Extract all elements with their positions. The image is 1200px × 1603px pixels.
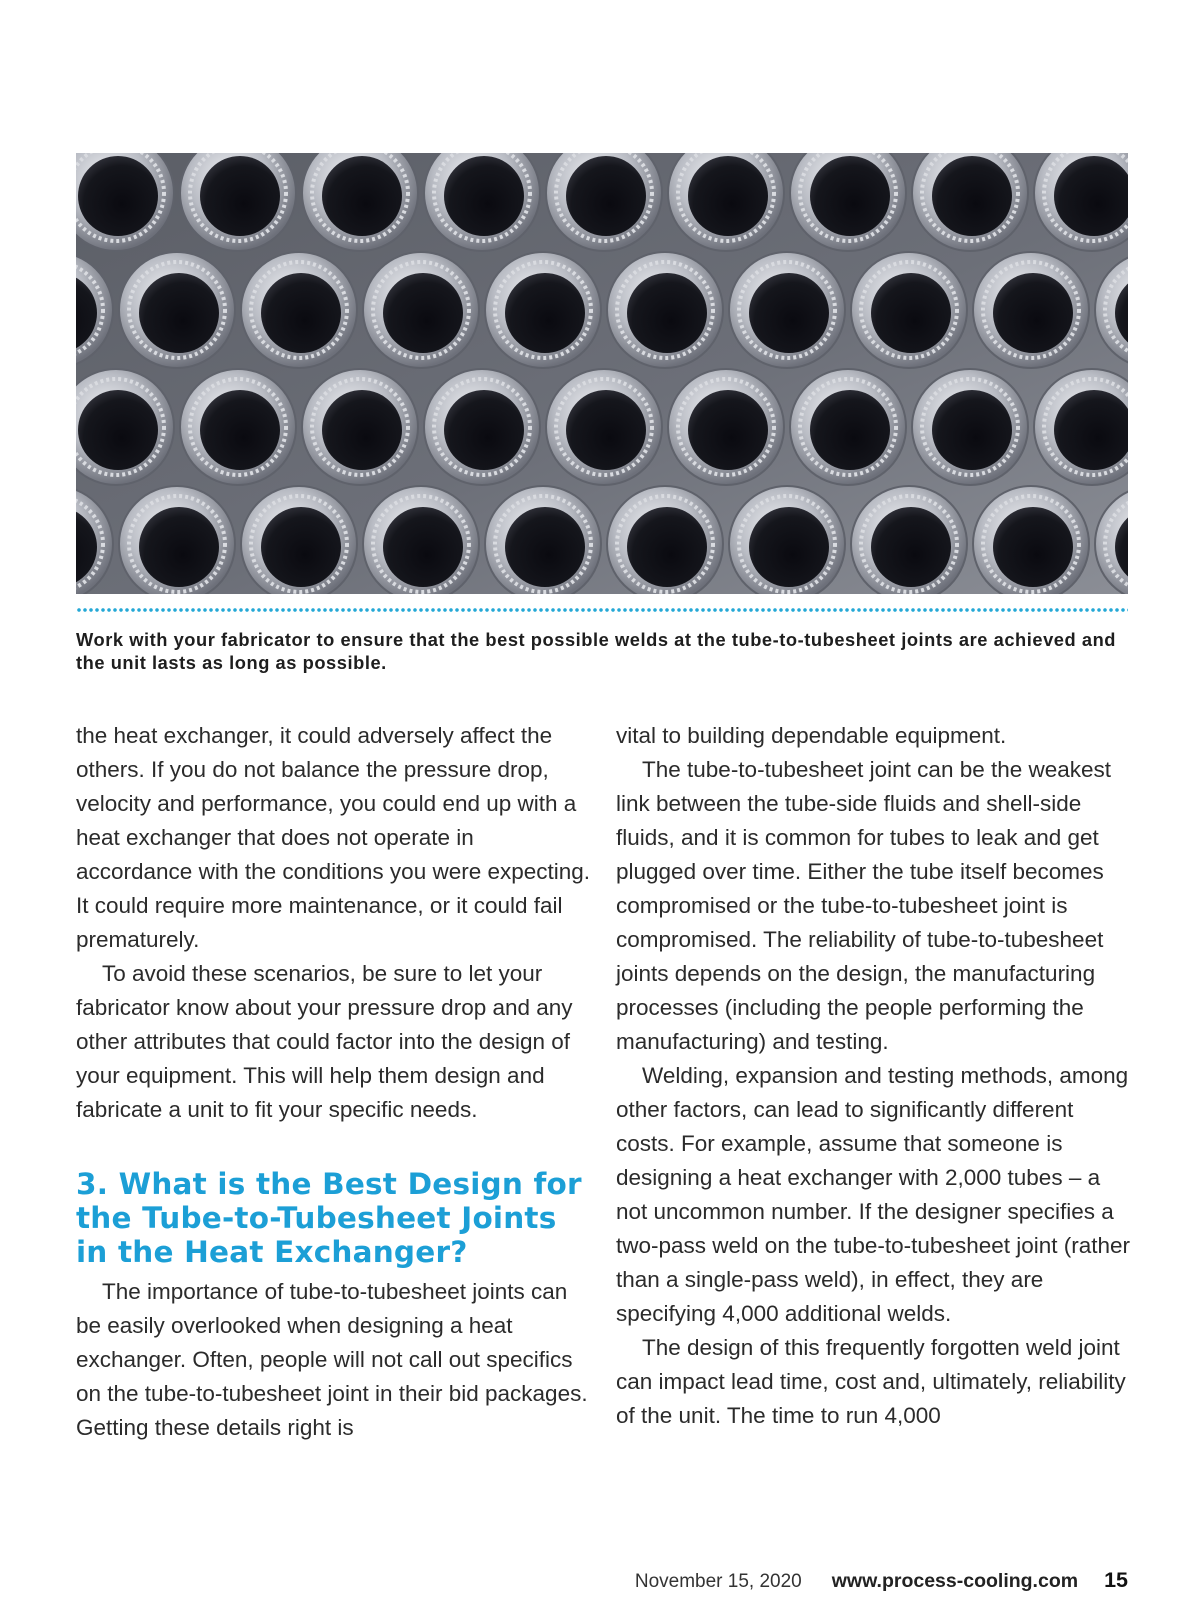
section-heading: 3. What is the Best Design for the Tube-to-Tubesheet Joints in the Heat Exchanger?: [76, 1167, 582, 1269]
tubesheet-photo: [76, 153, 1128, 594]
page-number: 15: [1104, 1568, 1128, 1592]
tube-opening: [200, 390, 280, 470]
body-paragraph: To avoid these scenarios, be sure to let your fabricator know about your pressure drop and any other attributes that could factor into the design of your equipment. This will help them design and fabricate a unit to fit your specific needs.: [76, 961, 573, 1122]
tube-opening: [383, 273, 463, 353]
tube-opening: [749, 273, 829, 353]
body-paragraph: the heat exchanger, it could adversely affect the others. If you do not balance the pressure drop, velocity and performance, you could end up with a heat exchanger that does not operate in accordance with the conditions you were expecting. It could require more maintenance, or it could fail prematurely.: [76, 723, 591, 952]
tube-opening: [871, 273, 951, 353]
tube-opening: [688, 156, 768, 236]
tube-opening: [444, 390, 524, 470]
tube-opening: [810, 390, 890, 470]
tube-opening: [993, 273, 1073, 353]
tube-opening: [139, 507, 219, 587]
tube-opening: [749, 507, 829, 587]
tube-opening: [627, 507, 707, 587]
tube-opening: [200, 156, 280, 236]
tube-opening: [566, 390, 646, 470]
tube-opening: [322, 156, 402, 236]
page-footer: [635, 1568, 1128, 1598]
tube-opening: [139, 273, 219, 353]
tube-opening: [810, 156, 890, 236]
tube-opening: [932, 156, 1012, 236]
body-paragraph: The design of this frequently forgotten weld joint can impact lead time, cost and, ultimately, reliability of the unit. The time to run 4,000: [616, 1335, 1126, 1428]
caption-divider: [76, 607, 1128, 613]
tube-opening: [993, 507, 1073, 587]
tube-opening: [444, 156, 524, 236]
tube-opening: [383, 507, 463, 587]
tube-opening: [78, 156, 158, 236]
tube-opening: [566, 156, 646, 236]
tube-opening: [261, 273, 341, 353]
tube-opening: [688, 390, 768, 470]
tube-opening: [932, 390, 1012, 470]
body-paragraph: vital to building dependable equipment.: [616, 723, 1007, 748]
tube-opening: [261, 507, 341, 587]
left-column: [76, 719, 596, 1445]
tubesheet-weld-image: [76, 153, 1128, 594]
tube-opening: [871, 507, 951, 587]
tube-opening: [322, 390, 402, 470]
website-link[interactable]: www.process-cooling.com: [831, 1570, 1079, 1592]
figure-caption: Work with your fabricator to ensure that the best possible welds at the tube-to-tubesheet joints are achieved and the unit lasts as long as possible.: [76, 629, 1117, 673]
body-paragraph: The tube-to-tubesheet joint can be the weakest link between the tube-side fluids and shell-side fluids, and it is common for tubes to leak and get plugged over time. Either the tube itself becomes compromised or the tube-to-tubesheet joint is compromised. The reliability of tube-to-tubesheet joints depends on the design, the manufacturing processes (including the people performing the manufacturing) and testing.: [616, 757, 1112, 1054]
tube-opening: [505, 273, 585, 353]
tube-opening: [627, 273, 707, 353]
issue-date: November 15, 2020: [634, 1571, 802, 1592]
body-paragraph: The importance of tube-to-tubesheet joints can be easily overlooked when designing a heat exchanger. Often, people will not call out specifics on the tube-to-tubesheet joint in their bid packages. Getting these details right is: [76, 1279, 588, 1440]
tube-opening: [78, 390, 158, 470]
right-column: [616, 719, 1136, 1433]
body-paragraph: Welding, expansion and testing methods, among other factors, can lead to significantly different costs. For example, assume that someone is designing a heat exchanger with 2,000 tubes – a not uncommon number. If the designer specifies a two-pass weld on the tube-to-tubesheet joint (rather than a single-pass weld), in effect, they are specifying 4,000 additional welds.: [616, 1063, 1131, 1326]
tube-opening: [505, 507, 585, 587]
